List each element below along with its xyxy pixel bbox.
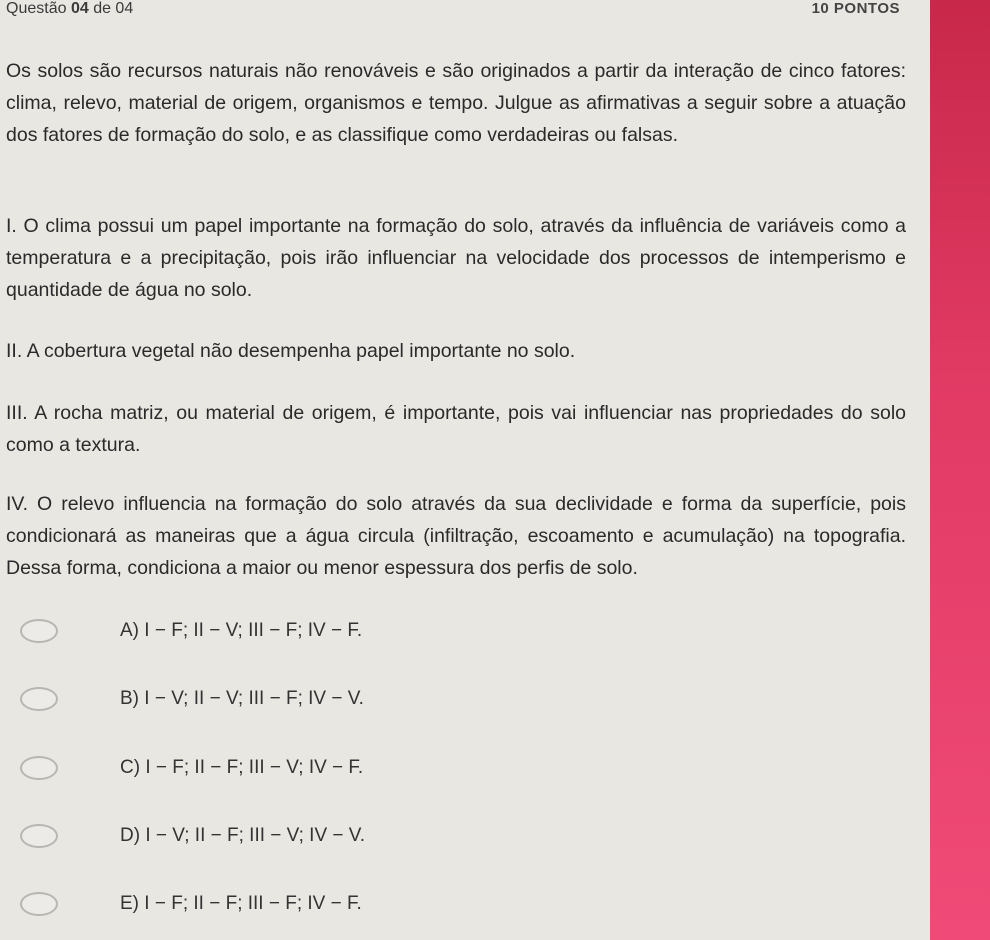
question-label: [6, 0, 133, 18]
statement-1: I. O clima possui um papel importante na formação do solo, através da influência de variáveis como a temperatura e a precipitação, pois irão influenciar na velocidade dos processos de intemperismo e quantidade de água no solo.: [6, 215, 906, 301]
option-e[interactable]: [20, 884, 620, 924]
question-total: de 04: [93, 0, 134, 17]
radio-button-b[interactable]: [20, 687, 58, 711]
option-c[interactable]: [20, 748, 620, 788]
option-b-label: B) I − V; II − V; III − F; IV − V.: [120, 688, 364, 709]
radio-button-e[interactable]: [20, 892, 58, 916]
option-d[interactable]: [20, 816, 620, 856]
question-prefix: Questão: [6, 0, 67, 17]
radio-button-d[interactable]: [20, 824, 58, 848]
option-a[interactable]: [20, 611, 620, 651]
points-badge: 10 PONTOS: [811, 0, 900, 17]
statement-3: III. A rocha matriz, ou material de origem, é importante, pois vai influenciar nas propriedades do solo como a textura.: [6, 402, 906, 456]
question-number: 04: [70, 0, 89, 17]
radio-button-a[interactable]: [20, 619, 58, 643]
radio-button-c[interactable]: [20, 756, 58, 780]
option-d-label: D) I − V; II − F; III − V; IV − V.: [120, 825, 365, 846]
option-c-label: C) I − F; II − F; III − V; IV − F.: [120, 757, 364, 778]
statement-4: IV. O relevo influencia na formação do solo através da sua declividade e forma da superfície, pois condicionará as maneiras que a água circula (infiltração, escoamento e acumulação) na topografia. Dessa forma, condiciona a maior ou menor espessura dos perfis de solo.: [6, 493, 906, 579]
option-a-label: A) I − F; II − V; III − F; IV − F.: [120, 620, 363, 641]
statement-2: II. A cobertura vegetal não desempenha papel importante no solo.: [6, 340, 576, 362]
question-intro: Os solos são recursos naturais não renováveis e são originados a partir da interação de cinco fatores: clima, relevo, material de origem, organismos e tempo. Julgue as afirmativas a seguir sobre a atuação dos fatores de formação do solo, e as classifique como verdadeiras ou falsas.: [6, 60, 906, 146]
question-header: [0, 0, 930, 18]
side-panel: [930, 0, 990, 940]
option-b[interactable]: [20, 679, 620, 719]
option-e-label: E) I − F; II − F; III − F; IV − F.: [120, 893, 362, 914]
